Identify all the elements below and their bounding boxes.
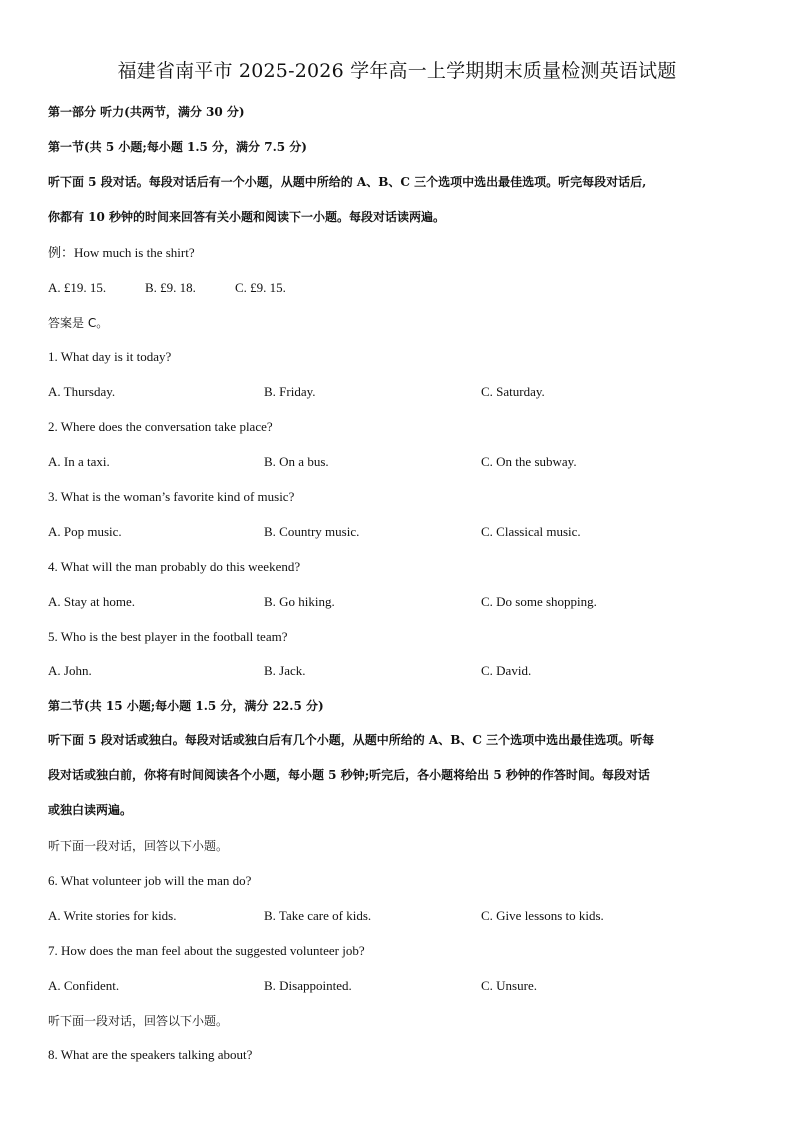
example-option-a: A. £19. 15. [48,280,107,295]
question-4: 4. What will the man probably do this weekend? [48,559,301,574]
question-5: 5. Who is the best player in the football team? [48,629,288,644]
question-4-option-a: A. Stay at home. [48,594,136,609]
question-2-option-b: B. On a bus. [264,454,329,469]
question-4-option-b: B. Go hiking. [264,594,335,609]
question-3-option-a: A. Pop music. [48,524,122,539]
question-3-option-b: B. Country music. [264,524,360,539]
example-question: 例：How much is the shirt? [48,245,195,260]
question-8: 8. What are the speakers talking about? [48,1047,253,1062]
question-5-option-b: B. Jack. [264,663,306,678]
section2-heading: 第二节(共 15 小题;每小题 1.5 分，满分 22.5 分) [48,699,324,713]
page-title: 福建省南平市 2025-2026 学年高一上学期期末质量检测英语试题 [117,60,677,82]
example-option-b: B. £9. 18. [145,280,196,295]
section1-instruction-line-2: 你都有 10 秒钟的时间来回答有关小题和阅读下一小题。每段对话读两遍。 [48,210,446,224]
question-7: 7. How does the man feel about the suggested volunteer job? [48,943,365,958]
question-1-option-c: C. Saturday. [481,384,545,399]
part1-heading: 第一部分 听力(共两节，满分 30 分) [48,105,245,119]
section2-instruction-line-2: 段对话或独白前，你将有时间阅读各个小题，每小题 5 秒钟;听完后，各小题将给出 5 秒钟的作答时间。每段对话 [48,768,650,782]
question-4-option-c: C. Do some shopping. [481,594,597,609]
question-6: 6. What volunteer job will the man do? [48,873,252,888]
question-2-option-a: A. In a taxi. [48,454,110,469]
question-7-option-a: A. Confident. [48,978,120,993]
question-3-option-c: C. Classical music. [481,524,581,539]
example-option-c: C. £9. 15. [235,280,286,295]
section1-instruction-line-1: 听下面 5 段对话。每段对话后有一个小题，从题中所给的 A、B、C 三个选项中选出最佳选项。听完每段对话后, [48,175,647,189]
listen-prompt-2: 听下面一段对话，回答以下小题。 [48,1014,229,1028]
question-2-option-c: C. On the subway. [481,454,577,469]
listen-prompt-1: 听下面一段对话，回答以下小题。 [48,839,229,853]
question-7-option-b: B. Disappointed. [264,978,352,993]
section1-heading: 第一节(共 5 小题;每小题 1.5 分，满分 7.5 分) [48,140,307,154]
question-7-option-c: C. Unsure. [481,978,537,993]
question-6-option-b: B. Take care of kids. [264,908,372,923]
question-3: 3. What is the woman’s favorite kind of music? [48,489,295,504]
section2-instruction-line-3: 或独白读两遍。 [48,803,133,817]
example-answer: 答案是 C。 [48,316,109,330]
question-2: 2. Where does the conversation take place? [48,419,273,434]
question-5-option-a: A. John. [48,663,92,678]
section2-instruction-line-1: 听下面 5 段对话或独白。每段对话或独白后有几个小题，从题中所给的 A、B、C 三个选项中选出最佳选项。听每 [48,733,655,747]
question-1-option-b: B. Friday. [264,384,316,399]
question-5-option-c: C. David. [481,663,532,678]
question-1: 1. What day is it today? [48,349,172,364]
question-6-option-c: C. Give lessons to kids. [481,908,604,923]
question-1-option-a: A. Thursday. [48,384,116,399]
question-6-option-a: A. Write stories for kids. [48,908,177,923]
